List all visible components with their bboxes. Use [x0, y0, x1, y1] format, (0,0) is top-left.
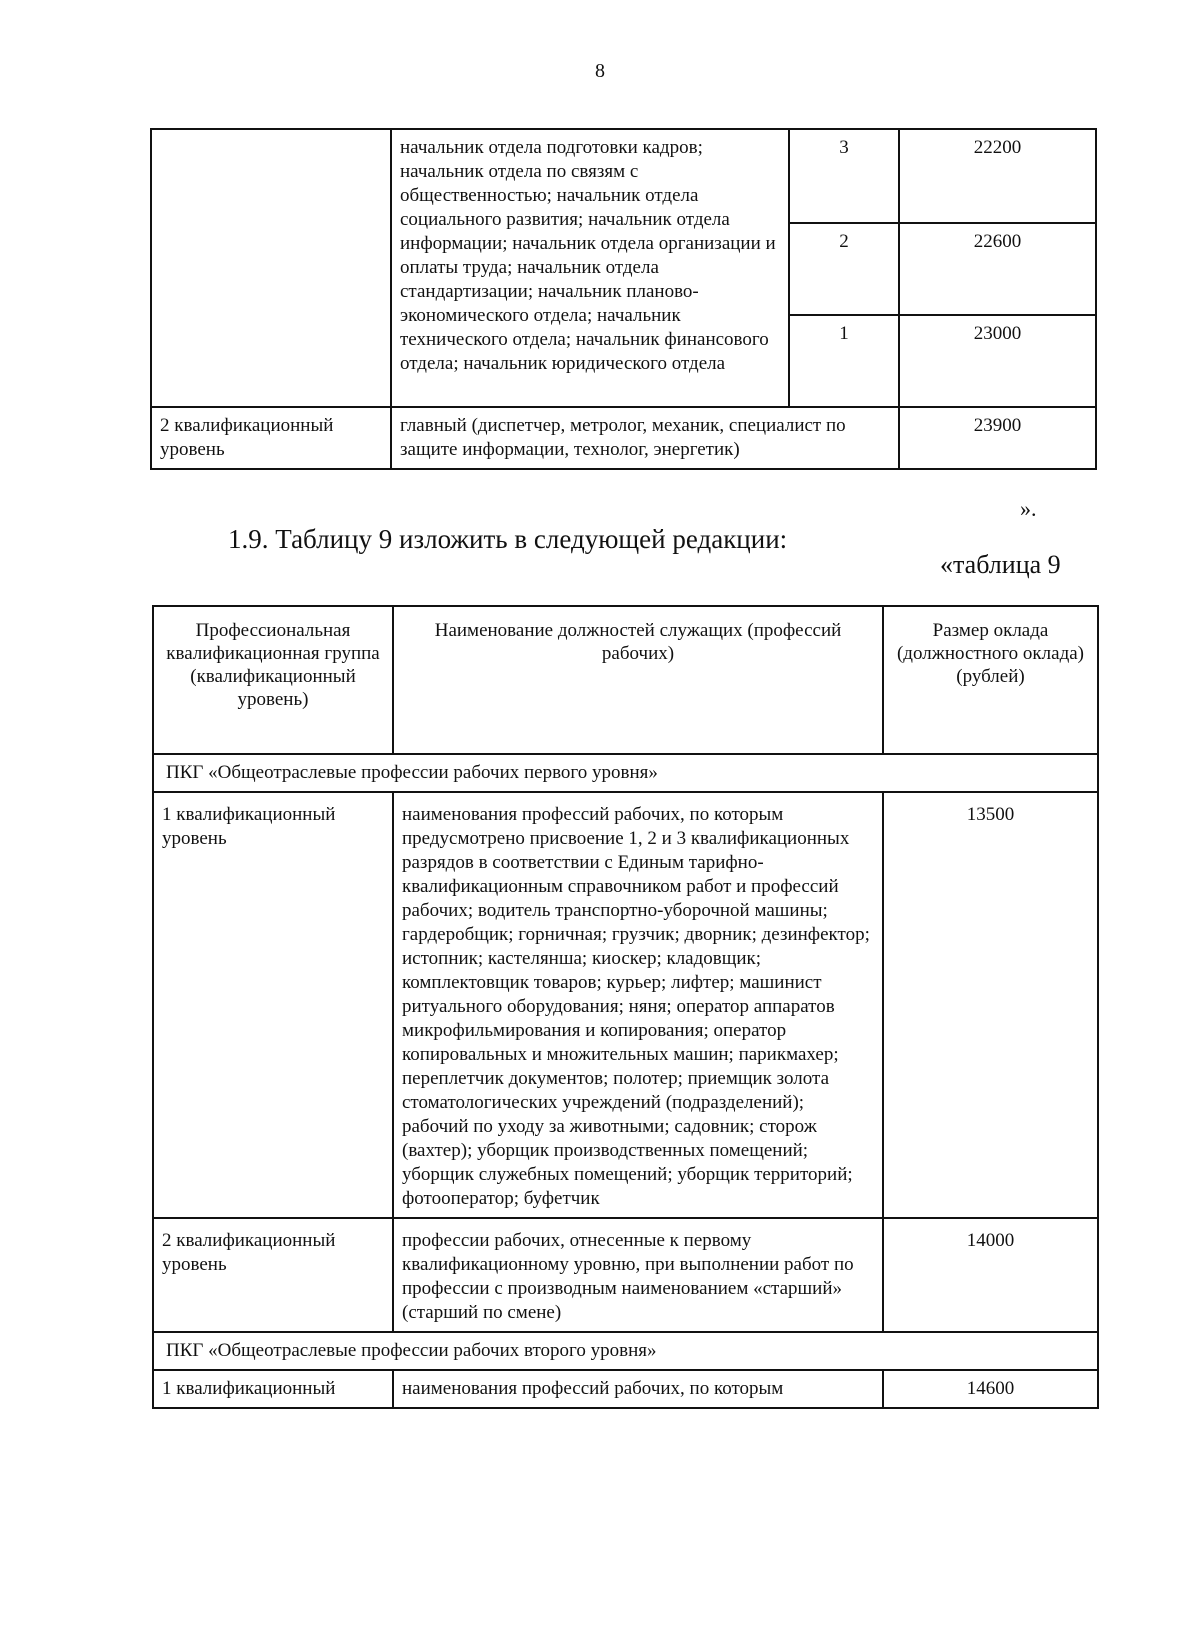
- positions-cell: наименования профессий рабочих, по которым предусмотрено присвоение 1, 2 и 3 квалификационных разрядов в соответствии с Единым тарифно-квалификационным справочником работ и профессий рабочих; водитель транспортно-уборочной машины; гардеробщик; горничная; грузчик; дворник; дезинфектор; истопник; кастелянша; киоскер; кладовщик; комплектовщик товаров; курьер; лифтер; машинист ритуального оборудования; няня; оператор аппаратов микрофильмирования и копирования; оператор копировальных и множительных машин; парикмахер; переплетчик документов; полотер; приемщик золота стоматологических учреждений (подразделений); рабочий по уходу за животными; садовник; сторож (вахтер); уборщик производственных помещений; уборщик служебных помещений; уборщик территорий; фотооператор; буфетчик: [393, 792, 883, 1218]
- previous-salary-table: [150, 128, 1097, 470]
- salary-cell: 22600: [899, 223, 1096, 315]
- table-row: [153, 792, 1098, 1218]
- header-salary: Размер оклада (должностного оклада) (рублей): [883, 606, 1098, 754]
- level-cell: 2 квалификационный уровень: [153, 1218, 393, 1332]
- positions-cell: главный (диспетчер, метролог, механик, специалист по защите информации, технолог, энергетик): [391, 407, 899, 469]
- table-row: [151, 129, 1096, 223]
- group-title: ПКГ «Общеотраслевые профессии рабочих первого уровня»: [153, 754, 1098, 792]
- level-cell: 1 квалификационный уровень: [153, 792, 393, 1218]
- table-row: [153, 1218, 1098, 1332]
- salary-cell: 13500: [883, 792, 1098, 1218]
- table-9: [152, 605, 1099, 1409]
- table-row: [151, 407, 1096, 469]
- salary-cell: 23900: [899, 407, 1096, 469]
- grade-cell: 2: [789, 223, 899, 315]
- salary-cell: 22200: [899, 129, 1096, 223]
- salary-cell: 14600: [883, 1370, 1098, 1408]
- page-number: 8: [595, 60, 605, 82]
- level-cell: 1 квалификационный: [153, 1370, 393, 1408]
- grade-cell: 1: [789, 315, 899, 407]
- closing-quote: ».: [1020, 496, 1037, 521]
- salary-cell: 14000: [883, 1218, 1098, 1332]
- table-row: [153, 1370, 1098, 1408]
- group-row: [153, 1332, 1098, 1370]
- header-positions: Наименование должностей служащих (профессий рабочих): [393, 606, 883, 754]
- grade-cell: 3: [789, 129, 899, 223]
- group-title: ПКГ «Общеотраслевые профессии рабочих второго уровня»: [153, 1332, 1098, 1370]
- section-heading: 1.9. Таблицу 9 изложить в следующей редакции:: [228, 524, 788, 554]
- positions-cell: наименования профессий рабочих, по которым: [393, 1370, 883, 1408]
- header-group: Профессиональная квалификационная группа (квалификационный уровень): [153, 606, 393, 754]
- positions-cell: профессии рабочих, отнесенные к первому квалификационному уровню, при выполнении работ по профессии с производным наименованием «старший» (старший по смене): [393, 1218, 883, 1332]
- salary-cell: 23000: [899, 315, 1096, 407]
- group-row: [153, 754, 1098, 792]
- table-cell-empty: [151, 129, 391, 407]
- table-label: «таблица 9: [940, 550, 1061, 579]
- level-cell: 2 квалификационный уровень: [151, 407, 391, 469]
- table-header-row: [153, 606, 1098, 754]
- positions-cell: начальник отдела подготовки кадров; начальник отдела по связям с общественностью; начальник отдела социального развития; начальник отдела информации; начальник отдела организации и оплаты труда; начальник отдела стандартизации; начальник планово-экономического отдела; начальник технического отдела; начальник финансового отдела; начальник юридического отдела: [391, 129, 789, 407]
